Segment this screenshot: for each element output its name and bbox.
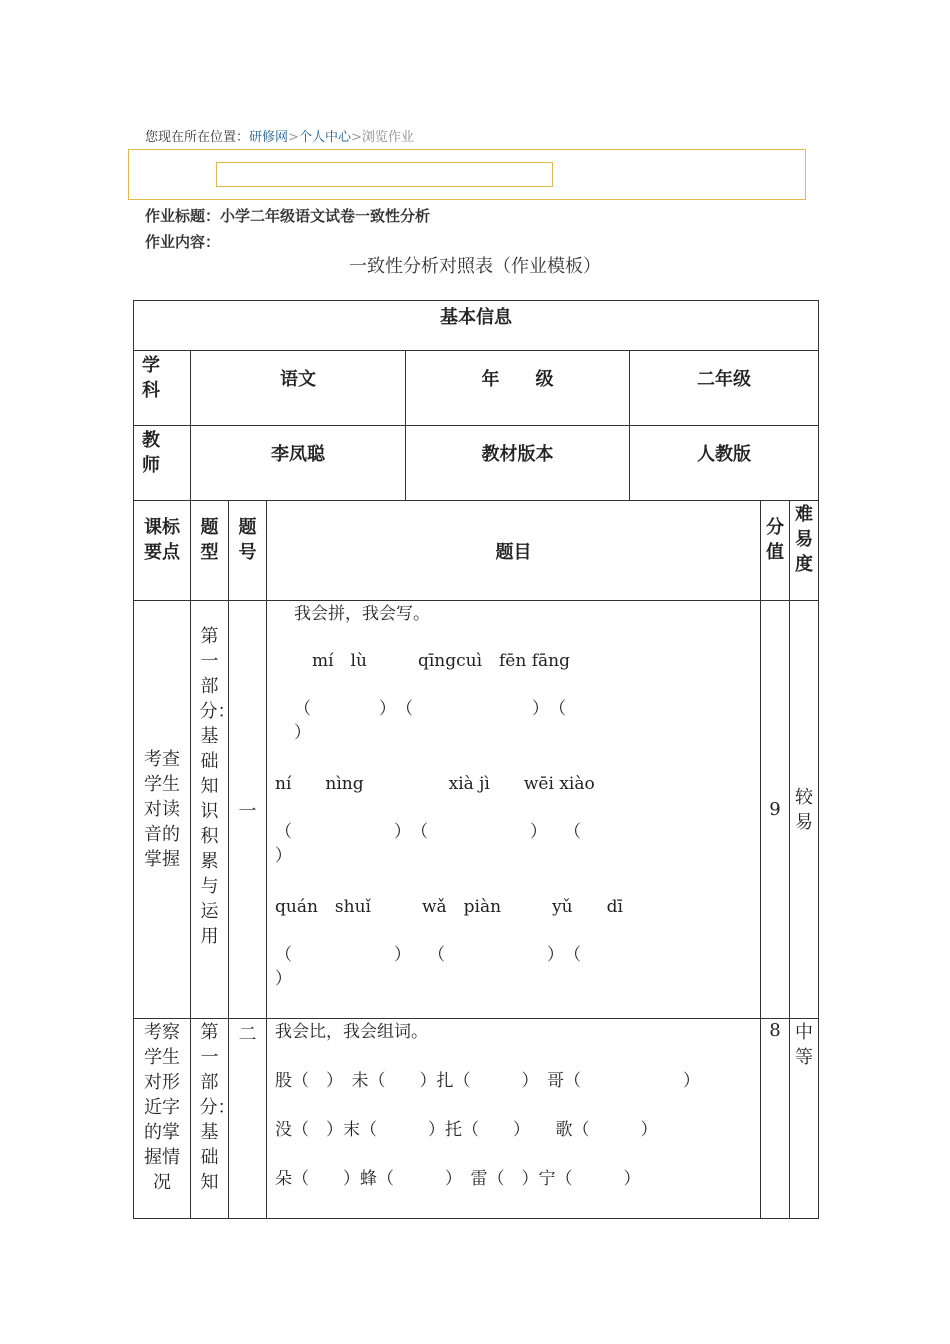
- search-input[interactable]: [216, 162, 553, 187]
- search-panel: [128, 149, 806, 200]
- column-header-number: 题号: [229, 501, 267, 601]
- breadcrumb-prefix: 您现在所在位置：: [145, 130, 250, 145]
- grade-label: 年 级: [406, 351, 630, 426]
- consistency-table: [133, 300, 819, 1219]
- teacher-value: 李凤聪: [191, 426, 406, 501]
- homework-title: [145, 205, 430, 226]
- question-line: mí lù qīngcuì fēn fāng: [312, 651, 570, 671]
- row1-point: 考查学生对读音的掌握: [134, 601, 191, 1019]
- question-line: quán shuǐ wǎ piàn yǔ dī: [275, 897, 623, 917]
- row1-difficulty: 较易: [790, 601, 819, 1019]
- question-line: ní nìng xià jì wēi xiào: [275, 774, 595, 794]
- question-line: （ ） （ ） （: [275, 945, 581, 965]
- edition-value: 人教版: [630, 426, 819, 501]
- subject-label: 学科: [134, 351, 191, 426]
- row2-type: 第一部分：基础知: [191, 1019, 229, 1219]
- breadcrumb-link-yanxiu[interactable]: 研修网: [249, 130, 289, 145]
- breadcrumb: [145, 126, 414, 145]
- row1-type: 第一部分：基础知识积累与运用: [191, 601, 229, 1019]
- basic-info-header: 基本信息: [134, 301, 819, 351]
- row1-number: 一: [229, 601, 267, 1019]
- homework-content-label: 作业内容：: [145, 233, 221, 251]
- question-line: 我会比，我会组词。: [275, 1022, 428, 1042]
- grade-value: 二年级: [630, 351, 819, 426]
- question-line: ）: [294, 723, 311, 743]
- column-header-score: 分值: [761, 501, 790, 601]
- row2-number: 二: [229, 1019, 267, 1219]
- homework-title-label: 作业标题：: [145, 207, 221, 225]
- column-header-point: 课标要点: [134, 501, 191, 601]
- breadcrumb-current: 浏览作业: [361, 130, 414, 145]
- edition-label: 教材版本: [406, 426, 630, 501]
- question-line: 朵（ ）蜂（ ） 雷（ ）宁（ ）: [275, 1169, 641, 1189]
- breadcrumb-separator: >: [288, 130, 299, 145]
- breadcrumb-link-personal-center[interactable]: 个人中心: [298, 130, 351, 145]
- question-line: （ ） （ ） （: [294, 699, 566, 719]
- question-line: 股（ ） 未（ ）扎（ ） 哥（ ）: [275, 1071, 700, 1091]
- question-line: ）: [275, 846, 292, 866]
- document-heading: 一致性分析对照表（作业模板）: [349, 256, 601, 277]
- column-header-question: 题目: [267, 501, 761, 601]
- row1-score: 9: [761, 601, 790, 1019]
- question-line: （ ） （ ） （: [275, 822, 581, 842]
- column-header-difficulty: 难易度: [790, 501, 819, 601]
- question-line: 没（ ）末（ ）托（ ） 歌（ ）: [275, 1120, 658, 1140]
- row2-score: 8: [761, 1019, 790, 1219]
- homework-title-value: 小学二年级语文试卷一致性分析: [220, 207, 431, 225]
- question-line: ）: [275, 969, 292, 989]
- question-line: 我会拼，我会写。: [294, 604, 430, 624]
- breadcrumb-separator: >: [350, 130, 362, 145]
- row2-difficulty: 中等: [790, 1019, 819, 1219]
- row1-question: [267, 601, 761, 1019]
- row2-question: [267, 1019, 761, 1219]
- row2-point: 考察学生对形近字的掌握情况: [134, 1019, 191, 1219]
- subject-value: 语文: [191, 351, 406, 426]
- teacher-label: 教师: [134, 426, 191, 501]
- column-header-type: 题型: [191, 501, 229, 601]
